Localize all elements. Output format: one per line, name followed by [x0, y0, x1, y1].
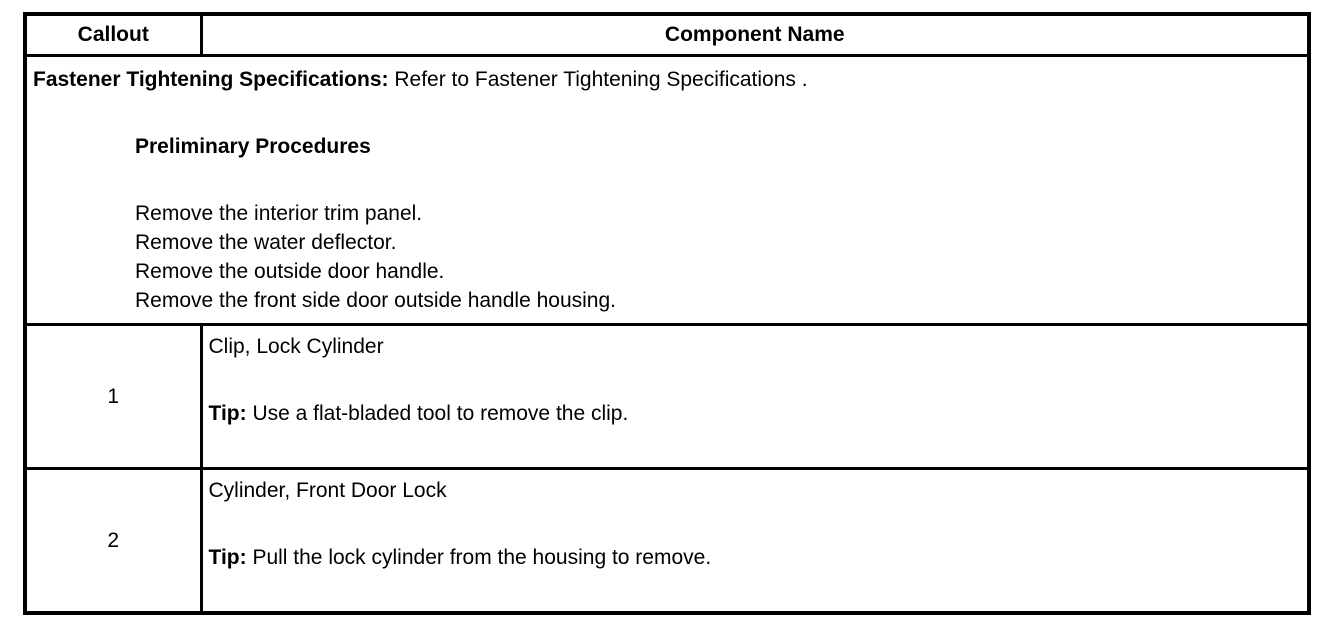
table-row — [25, 469, 1309, 614]
fastener-spec-text: Refer to Fastener Tightening Specifications . — [388, 68, 808, 91]
tip-line — [209, 543, 1302, 572]
component-name: Cylinder, Front Door Lock — [208, 479, 447, 502]
table-header-row — [25, 14, 1309, 56]
tip-label: Tip: — [208, 402, 247, 425]
list-item: Remove the front side door outside handle housing. — [135, 289, 616, 312]
list-item: Remove the outside door handle. — [135, 260, 445, 283]
callout-number: 1 — [25, 325, 201, 469]
intro-cell — [25, 56, 1309, 325]
tip-text: Use a flat-bladed tool to remove the clip. — [246, 402, 629, 425]
tip-label: Tip: — [208, 546, 247, 569]
table-row — [25, 325, 1309, 469]
procedure-table — [23, 12, 1311, 615]
list-item: Remove the interior trim panel. — [135, 202, 423, 225]
preliminary-steps-list — [135, 199, 1301, 315]
fastener-spec-label: Fastener Tightening Specifications: — [33, 68, 389, 91]
component-name-column-header: Component Name — [201, 14, 1309, 56]
intro-row — [25, 56, 1309, 325]
tip-text: Pull the lock cylinder from the housing to remove. — [246, 546, 712, 569]
component-name: Clip, Lock Cylinder — [208, 335, 384, 358]
fastener-spec-line — [33, 65, 1301, 94]
component-cell — [201, 325, 1309, 469]
preliminary-procedures-title: Preliminary Procedures — [135, 135, 371, 158]
tip-line — [209, 399, 1302, 428]
component-cell — [201, 469, 1309, 614]
callout-number: 2 — [25, 469, 201, 614]
callout-column-header: Callout — [25, 14, 201, 56]
list-item: Remove the water deflector. — [135, 231, 397, 254]
